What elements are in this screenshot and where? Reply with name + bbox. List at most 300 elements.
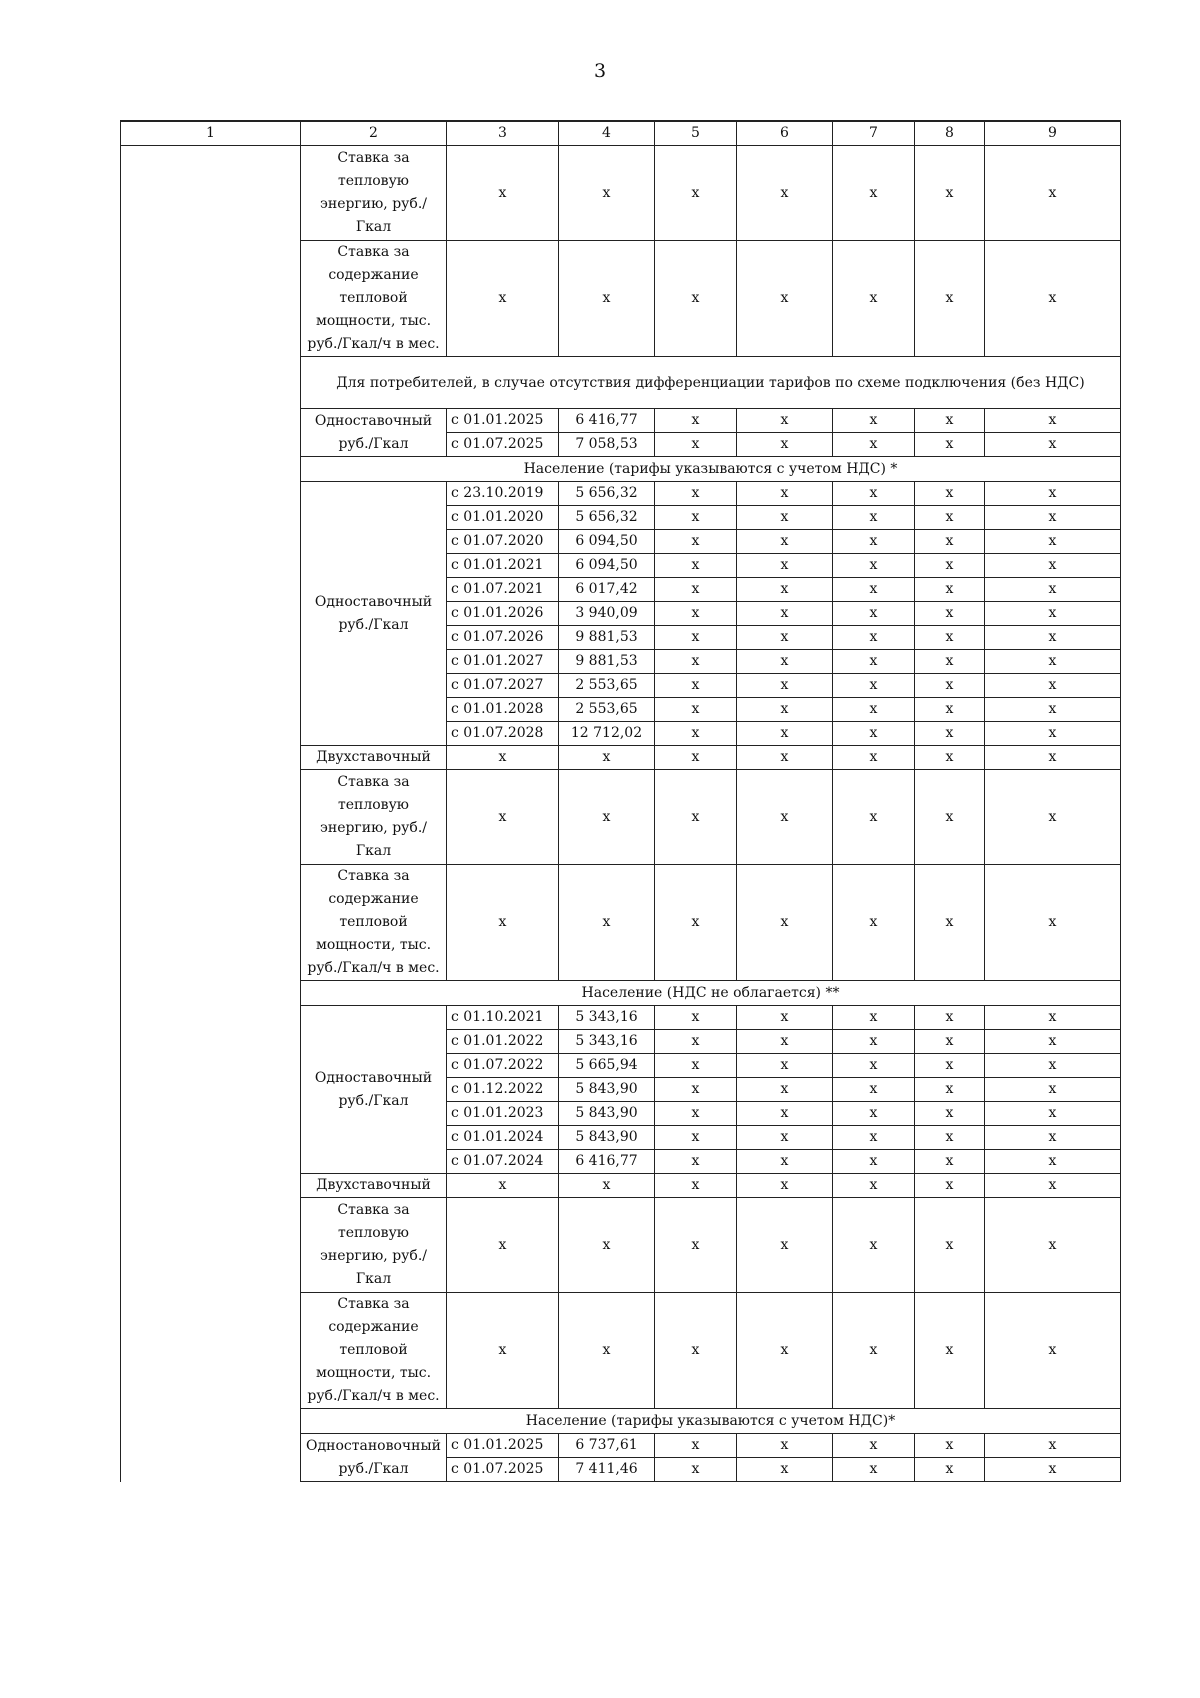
x-mark-cell: x (447, 241, 559, 357)
x-mark-cell: x (985, 1293, 1121, 1409)
x-mark-cell: x (655, 1006, 737, 1030)
tariff-value-cell: 6 094,50 (559, 530, 655, 554)
x-mark-cell: x (833, 1458, 915, 1482)
x-mark-cell: x (447, 770, 559, 865)
date-cell: с 01.07.2025 (447, 1458, 559, 1482)
date-cell: с 01.01.2024 (447, 1126, 559, 1150)
x-mark-cell: x (833, 650, 915, 674)
column-1-cell (121, 357, 301, 409)
column-1-cell (121, 457, 301, 482)
x-mark-cell: x (915, 1102, 985, 1126)
table-row (121, 146, 1121, 241)
date-cell: с 01.07.2022 (447, 1054, 559, 1078)
x-mark-cell: x (985, 1078, 1121, 1102)
x-mark-cell: x (655, 650, 737, 674)
x-mark-cell: x (737, 1102, 833, 1126)
x-mark-cell: x (985, 578, 1121, 602)
tariff-value-cell: 5 343,16 (559, 1006, 655, 1030)
x-mark-cell: x (915, 1174, 985, 1198)
table-row (121, 554, 1121, 578)
x-mark-cell: x (559, 1198, 655, 1293)
x-mark-cell: x (737, 746, 833, 770)
x-mark-cell: x (833, 746, 915, 770)
x-mark-cell: x (655, 865, 737, 981)
x-mark-cell: x (737, 1174, 833, 1198)
x-mark-cell: x (985, 1054, 1121, 1078)
date-cell: с 01.01.2027 (447, 650, 559, 674)
x-mark-cell: x (737, 626, 833, 650)
x-mark-cell: x (985, 722, 1121, 746)
x-mark-cell: x (833, 1078, 915, 1102)
x-mark-cell: x (737, 433, 833, 457)
table-row (121, 1409, 1121, 1434)
table-row (121, 357, 1121, 409)
column-1-cell (121, 1434, 301, 1458)
x-mark-cell: x (915, 746, 985, 770)
x-mark-cell: x (985, 1102, 1121, 1126)
x-mark-cell: x (655, 506, 737, 530)
x-mark-cell: x (833, 674, 915, 698)
table-row (121, 409, 1121, 433)
x-mark-cell: x (915, 146, 985, 241)
x-mark-cell: x (737, 1126, 833, 1150)
column-1-cell (121, 1409, 301, 1434)
x-mark-cell: x (737, 770, 833, 865)
x-mark-cell: x (737, 1078, 833, 1102)
x-mark-cell: x (985, 770, 1121, 865)
x-mark-cell: x (985, 1434, 1121, 1458)
date-cell: с 01.01.2025 (447, 1434, 559, 1458)
table-row (121, 482, 1121, 506)
x-mark-cell: x (833, 433, 915, 457)
tariff-value-cell: 6 416,77 (559, 409, 655, 433)
x-mark-cell: x (915, 674, 985, 698)
table-row (121, 674, 1121, 698)
x-mark-cell: x (559, 770, 655, 865)
x-mark-cell: x (985, 626, 1121, 650)
date-cell: с 23.10.2019 (447, 482, 559, 506)
table-row (121, 1293, 1121, 1409)
column-header-1: 1 (121, 121, 301, 146)
x-mark-cell: x (833, 865, 915, 981)
column-header-7: 7 (833, 121, 915, 146)
date-cell: с 01.07.2026 (447, 626, 559, 650)
column-1-cell (121, 746, 301, 770)
column-1-cell (121, 1198, 301, 1293)
x-mark-cell: x (559, 1174, 655, 1198)
column-1-cell (121, 1078, 301, 1102)
x-mark-cell: x (655, 578, 737, 602)
x-mark-cell: x (985, 1198, 1121, 1293)
x-mark-cell: x (915, 409, 985, 433)
column-1-cell (121, 554, 301, 578)
table-row (121, 602, 1121, 626)
column-1-cell (121, 482, 301, 506)
x-mark-cell: x (655, 433, 737, 457)
x-mark-cell: x (559, 865, 655, 981)
x-mark-cell: x (737, 698, 833, 722)
date-cell: с 01.01.2025 (447, 409, 559, 433)
tariff-value-cell: 5 343,16 (559, 1030, 655, 1054)
tariff-value-cell: 9 881,53 (559, 626, 655, 650)
x-mark-cell: x (737, 1293, 833, 1409)
x-mark-cell: x (915, 650, 985, 674)
x-mark-cell: x (985, 1174, 1121, 1198)
x-mark-cell: x (655, 746, 737, 770)
section-header: Для потребителей, в случае отсутствия дифференциации тарифов по схеме подключения (без НДС) (301, 357, 1121, 409)
x-mark-cell: x (737, 1198, 833, 1293)
column-header-5: 5 (655, 121, 737, 146)
column-1-cell (121, 770, 301, 865)
rate-label-cell: Ставка за содержание тепловой мощности, тыс. руб./Гкал/ч в мес. (301, 241, 447, 357)
table-row (121, 241, 1121, 357)
x-mark-cell: x (655, 722, 737, 746)
x-mark-cell: x (737, 554, 833, 578)
column-header-3: 3 (447, 121, 559, 146)
x-mark-cell: x (985, 409, 1121, 433)
x-mark-cell: x (655, 1434, 737, 1458)
x-mark-cell: x (915, 1030, 985, 1054)
table-row (121, 1006, 1121, 1030)
x-mark-cell: x (737, 482, 833, 506)
x-mark-cell: x (833, 1293, 915, 1409)
x-mark-cell: x (833, 1126, 915, 1150)
x-mark-cell: x (833, 1434, 915, 1458)
date-cell: с 01.07.2025 (447, 433, 559, 457)
tariff-value-cell: 12 712,02 (559, 722, 655, 746)
date-cell: с 01.01.2026 (447, 602, 559, 626)
x-mark-cell: x (737, 1030, 833, 1054)
rate-label-cell: Ставка за тепловую энергию, руб./Гкал (301, 770, 447, 865)
date-cell: с 01.07.2028 (447, 722, 559, 746)
section-header: Население (тарифы указываются с учетом НДС)* (301, 1409, 1121, 1434)
column-1-cell (121, 409, 301, 433)
x-mark-cell: x (655, 482, 737, 506)
table-body (121, 121, 1121, 1482)
table-row (121, 865, 1121, 981)
table-row (121, 650, 1121, 674)
x-mark-cell: x (985, 433, 1121, 457)
x-mark-cell: x (985, 482, 1121, 506)
x-mark-cell: x (833, 722, 915, 746)
x-mark-cell: x (833, 578, 915, 602)
column-1-cell (121, 626, 301, 650)
x-mark-cell: x (655, 602, 737, 626)
x-mark-cell: x (915, 770, 985, 865)
table-row (121, 722, 1121, 746)
table-row (121, 626, 1121, 650)
table-row (121, 698, 1121, 722)
tariff-value-cell: 5 843,90 (559, 1102, 655, 1126)
column-1-cell (121, 1174, 301, 1198)
table-row (121, 1126, 1121, 1150)
x-mark-cell: x (655, 1150, 737, 1174)
x-mark-cell: x (833, 146, 915, 241)
section-header: Население (тарифы указываются с учетом НДС) * (301, 457, 1121, 482)
tariff-type-cell: Одноставочный руб./Гкал (301, 409, 447, 457)
x-mark-cell: x (915, 698, 985, 722)
x-mark-cell: x (985, 146, 1121, 241)
date-cell: с 01.07.2020 (447, 530, 559, 554)
x-mark-cell: x (737, 146, 833, 241)
column-1-cell (121, 506, 301, 530)
x-mark-cell: x (915, 530, 985, 554)
x-mark-cell: x (833, 1150, 915, 1174)
tariff-value-cell: 7 058,53 (559, 433, 655, 457)
x-mark-cell: x (737, 1458, 833, 1482)
tariff-table (120, 120, 1121, 1482)
x-mark-cell: x (985, 698, 1121, 722)
date-cell: с 01.01.2020 (447, 506, 559, 530)
section-header: Население (НДС не облагается) ** (301, 981, 1121, 1006)
x-mark-cell: x (737, 1054, 833, 1078)
x-mark-cell: x (737, 722, 833, 746)
rate-label-cell: Ставка за содержание тепловой мощности, тыс. руб./Гкал/ч в мес. (301, 865, 447, 981)
x-mark-cell: x (985, 1006, 1121, 1030)
x-mark-cell: x (833, 1030, 915, 1054)
column-1-cell (121, 530, 301, 554)
table-row (121, 1054, 1121, 1078)
rate-label-cell: Ставка за содержание тепловой мощности, тыс. руб./Гкал/ч в мес. (301, 1293, 447, 1409)
table-row (121, 578, 1121, 602)
date-cell: с 01.01.2022 (447, 1030, 559, 1054)
column-1-cell (121, 674, 301, 698)
table-row (121, 506, 1121, 530)
x-mark-cell: x (915, 1293, 985, 1409)
tariff-type-cell: Одностановочный руб./Гкал (301, 1434, 447, 1482)
x-mark-cell: x (915, 241, 985, 357)
x-mark-cell: x (915, 578, 985, 602)
x-mark-cell: x (985, 506, 1121, 530)
x-mark-cell: x (985, 674, 1121, 698)
x-mark-cell: x (915, 722, 985, 746)
x-mark-cell: x (655, 1198, 737, 1293)
x-mark-cell: x (447, 746, 559, 770)
x-mark-cell: x (737, 865, 833, 981)
date-cell: с 01.07.2027 (447, 674, 559, 698)
column-1-cell (121, 1293, 301, 1409)
two-part-label-cell: Двухставочный (301, 1174, 447, 1198)
date-cell: с 01.01.2021 (447, 554, 559, 578)
column-1-cell (121, 650, 301, 674)
x-mark-cell: x (559, 146, 655, 241)
table-row (121, 121, 1121, 146)
tariff-value-cell: 2 553,65 (559, 698, 655, 722)
x-mark-cell: x (985, 1030, 1121, 1054)
x-mark-cell: x (833, 506, 915, 530)
date-cell: с 01.01.2028 (447, 698, 559, 722)
x-mark-cell: x (915, 1198, 985, 1293)
x-mark-cell: x (985, 554, 1121, 578)
tariff-value-cell: 5 843,90 (559, 1078, 655, 1102)
column-1-cell (121, 241, 301, 357)
x-mark-cell: x (655, 1458, 737, 1482)
x-mark-cell: x (655, 1293, 737, 1409)
x-mark-cell: x (915, 602, 985, 626)
x-mark-cell: x (915, 482, 985, 506)
x-mark-cell: x (655, 698, 737, 722)
x-mark-cell: x (737, 650, 833, 674)
x-mark-cell: x (833, 554, 915, 578)
column-1-cell (121, 1054, 301, 1078)
tariff-value-cell: 6 017,42 (559, 578, 655, 602)
table-row (121, 770, 1121, 865)
tariff-value-cell: 5 843,90 (559, 1126, 655, 1150)
x-mark-cell: x (655, 1030, 737, 1054)
column-1-cell (121, 1006, 301, 1030)
column-1-cell (121, 602, 301, 626)
x-mark-cell: x (655, 241, 737, 357)
table-row (121, 981, 1121, 1006)
tariff-value-cell: 9 881,53 (559, 650, 655, 674)
tariff-value-cell: 5 665,94 (559, 1054, 655, 1078)
x-mark-cell: x (833, 482, 915, 506)
tariff-value-cell: 3 940,09 (559, 602, 655, 626)
x-mark-cell: x (447, 865, 559, 981)
x-mark-cell: x (985, 1126, 1121, 1150)
x-mark-cell: x (737, 530, 833, 554)
x-mark-cell: x (655, 626, 737, 650)
table-row (121, 530, 1121, 554)
column-header-4: 4 (559, 121, 655, 146)
x-mark-cell: x (655, 1126, 737, 1150)
x-mark-cell: x (737, 506, 833, 530)
table-row (121, 1458, 1121, 1482)
x-mark-cell: x (655, 554, 737, 578)
x-mark-cell: x (985, 530, 1121, 554)
x-mark-cell: x (833, 241, 915, 357)
column-header-2: 2 (301, 121, 447, 146)
x-mark-cell: x (655, 409, 737, 433)
x-mark-cell: x (985, 1458, 1121, 1482)
x-mark-cell: x (447, 1174, 559, 1198)
x-mark-cell: x (915, 554, 985, 578)
column-1-cell (121, 1030, 301, 1054)
column-header-8: 8 (915, 121, 985, 146)
x-mark-cell: x (833, 1006, 915, 1030)
x-mark-cell: x (833, 602, 915, 626)
x-mark-cell: x (655, 146, 737, 241)
x-mark-cell: x (985, 602, 1121, 626)
column-header-6: 6 (737, 121, 833, 146)
x-mark-cell: x (737, 1434, 833, 1458)
x-mark-cell: x (447, 1293, 559, 1409)
x-mark-cell: x (833, 770, 915, 865)
x-mark-cell: x (655, 1174, 737, 1198)
table-row (121, 1174, 1121, 1198)
x-mark-cell: x (655, 1054, 737, 1078)
page-number: 3 (593, 60, 607, 82)
date-cell: с 01.07.2021 (447, 578, 559, 602)
x-mark-cell: x (915, 1150, 985, 1174)
x-mark-cell: x (985, 746, 1121, 770)
table-row (121, 1030, 1121, 1054)
x-mark-cell: x (737, 409, 833, 433)
x-mark-cell: x (737, 241, 833, 357)
x-mark-cell: x (833, 1174, 915, 1198)
x-mark-cell: x (833, 1198, 915, 1293)
x-mark-cell: x (833, 409, 915, 433)
x-mark-cell: x (833, 626, 915, 650)
x-mark-cell: x (915, 1054, 985, 1078)
table-row (121, 1102, 1121, 1126)
tariff-type-cell: Одноставочный руб./Гкал (301, 482, 447, 746)
x-mark-cell: x (915, 433, 985, 457)
date-cell: с 01.10.2021 (447, 1006, 559, 1030)
x-mark-cell: x (985, 241, 1121, 357)
x-mark-cell: x (915, 1458, 985, 1482)
x-mark-cell: x (559, 241, 655, 357)
x-mark-cell: x (915, 1078, 985, 1102)
x-mark-cell: x (559, 746, 655, 770)
tariff-value-cell: 6 737,61 (559, 1434, 655, 1458)
tariff-value-cell: 5 656,32 (559, 506, 655, 530)
tariff-value-cell: 2 553,65 (559, 674, 655, 698)
x-mark-cell: x (737, 578, 833, 602)
x-mark-cell: x (655, 1102, 737, 1126)
x-mark-cell: x (985, 865, 1121, 981)
tariff-value-cell: 6 416,77 (559, 1150, 655, 1174)
x-mark-cell: x (985, 650, 1121, 674)
date-cell: с 01.07.2024 (447, 1150, 559, 1174)
column-1-cell (121, 1458, 301, 1482)
x-mark-cell: x (655, 770, 737, 865)
x-mark-cell: x (737, 1150, 833, 1174)
column-1-cell (121, 981, 301, 1006)
column-header-9: 9 (985, 121, 1121, 146)
x-mark-cell: x (737, 1006, 833, 1030)
date-cell: с 01.01.2023 (447, 1102, 559, 1126)
table-row (121, 1434, 1121, 1458)
x-mark-cell: x (985, 1150, 1121, 1174)
x-mark-cell: x (833, 698, 915, 722)
column-1-cell (121, 1102, 301, 1126)
x-mark-cell: x (915, 1126, 985, 1150)
column-1-cell (121, 1150, 301, 1174)
tariff-value-cell: 7 411,46 (559, 1458, 655, 1482)
table-row (121, 746, 1121, 770)
x-mark-cell: x (915, 506, 985, 530)
x-mark-cell: x (833, 1054, 915, 1078)
date-cell: с 01.12.2022 (447, 1078, 559, 1102)
x-mark-cell: x (833, 1102, 915, 1126)
table-row (121, 457, 1121, 482)
column-1-cell (121, 698, 301, 722)
x-mark-cell: x (559, 1293, 655, 1409)
column-1-cell (121, 722, 301, 746)
x-mark-cell: x (655, 1078, 737, 1102)
column-1-cell (121, 433, 301, 457)
column-1-cell (121, 865, 301, 981)
rate-label-cell: Ставка за тепловую энергию, руб./Гкал (301, 146, 447, 241)
tariff-type-cell: Одноставочный руб./Гкал (301, 1006, 447, 1174)
column-1-cell (121, 146, 301, 241)
column-1-cell (121, 1126, 301, 1150)
tariff-value-cell: 5 656,32 (559, 482, 655, 506)
table-row (121, 433, 1121, 457)
table-row (121, 1198, 1121, 1293)
two-part-label-cell: Двухставочный (301, 746, 447, 770)
x-mark-cell: x (447, 1198, 559, 1293)
table-row (121, 1078, 1121, 1102)
tariff-value-cell: 6 094,50 (559, 554, 655, 578)
table-row (121, 1150, 1121, 1174)
x-mark-cell: x (915, 1006, 985, 1030)
x-mark-cell: x (915, 626, 985, 650)
x-mark-cell: x (833, 530, 915, 554)
rate-label-cell: Ставка за тепловую энергию, руб./Гкал (301, 1198, 447, 1293)
x-mark-cell: x (915, 1434, 985, 1458)
